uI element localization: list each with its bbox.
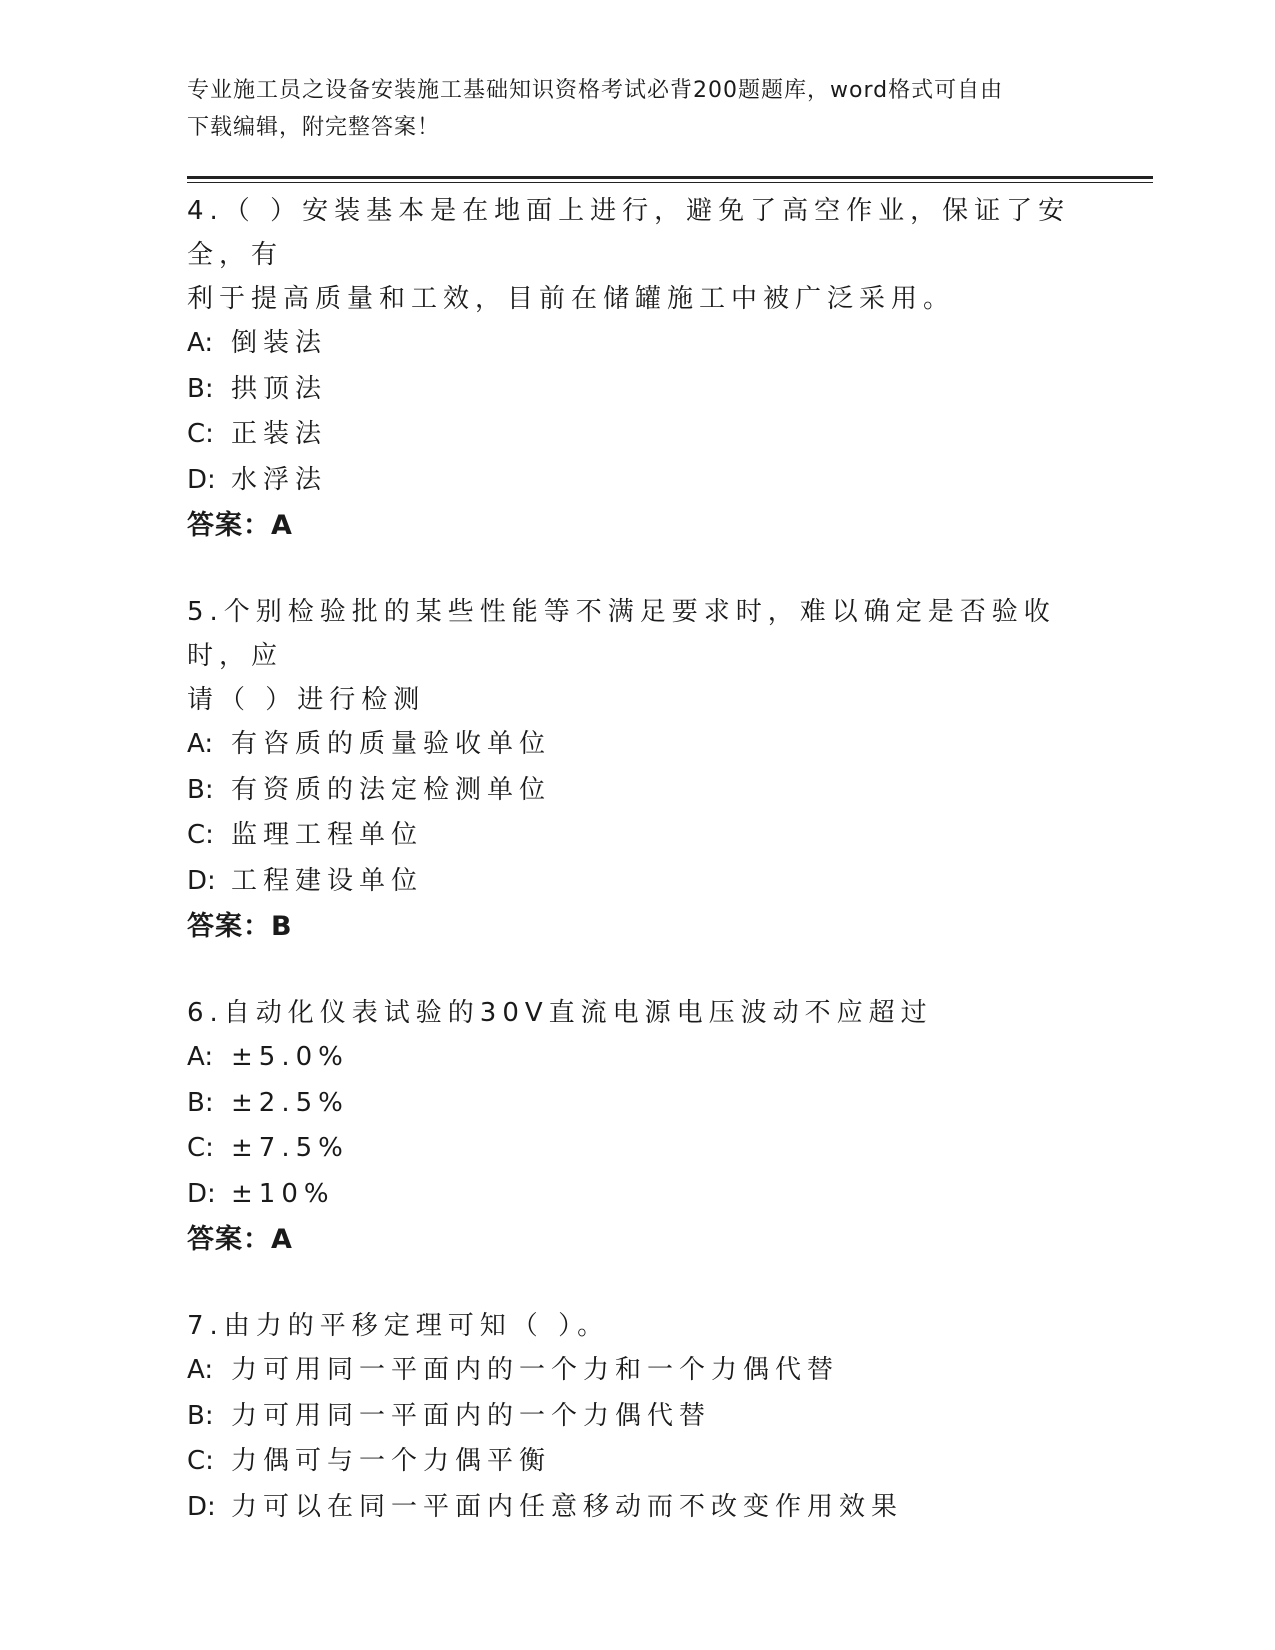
question-stem-continued: 利于提高质量和工效，目前在储罐施工中被广泛采用。 bbox=[187, 284, 956, 314]
option-c bbox=[187, 1439, 1087, 1485]
option-b bbox=[187, 367, 1087, 413]
question-stem: 7.由力的平移定理可知（ ）。 bbox=[187, 1311, 610, 1341]
option-c bbox=[187, 813, 1087, 859]
option-text: 工程建设单位 bbox=[231, 865, 424, 896]
option-key: C: bbox=[187, 419, 214, 449]
option-key: B: bbox=[187, 774, 214, 805]
option-key: A: bbox=[187, 1042, 214, 1072]
header-line-1: 专业施工员之设备安装施工基础知识资格考试必背200题题库，word格式可自由 bbox=[187, 78, 1004, 103]
option-key: B: bbox=[187, 1087, 214, 1118]
option-text: 有资质的法定检测单位 bbox=[231, 774, 552, 805]
option-text: 拱顶法 bbox=[231, 373, 328, 404]
option-d bbox=[187, 859, 1087, 905]
option-key: D: bbox=[187, 865, 216, 896]
option-key: B: bbox=[187, 1400, 214, 1431]
option-key: C: bbox=[187, 1133, 214, 1163]
question-stem: 4.（ ）安装基本是在地面上进行，避免了高空作业，保证了安全，有 bbox=[187, 196, 1071, 270]
option-text: 监理工程单位 bbox=[231, 820, 424, 850]
answer-line: 答案：A bbox=[187, 1224, 293, 1255]
question-6 bbox=[187, 991, 1087, 1262]
answer-line: 答案：A bbox=[187, 510, 293, 541]
option-key: D: bbox=[187, 1178, 216, 1209]
question-5 bbox=[187, 590, 1087, 949]
document-header bbox=[187, 72, 1067, 146]
question-stem: 6.自动化仪表试验的30V直流电源电压波动不应超过 bbox=[187, 998, 933, 1028]
option-a bbox=[187, 1035, 1087, 1081]
option-text: ±2.5% bbox=[231, 1087, 349, 1118]
option-text: 力可用同一平面内的一个力和一个力偶代替 bbox=[231, 1355, 840, 1385]
header-divider-thin bbox=[187, 182, 1153, 183]
option-key: A: bbox=[187, 328, 214, 358]
option-d bbox=[187, 458, 1087, 504]
option-a bbox=[187, 321, 1087, 367]
option-b bbox=[187, 1081, 1087, 1127]
option-key: A: bbox=[187, 729, 214, 759]
option-text: 有咨质的质量验收单位 bbox=[231, 729, 552, 759]
option-d bbox=[187, 1172, 1087, 1218]
answer-line: 答案：B bbox=[187, 911, 293, 942]
option-text: 倒装法 bbox=[231, 328, 328, 358]
option-a bbox=[187, 722, 1087, 768]
question-4 bbox=[187, 189, 1087, 548]
question-list bbox=[187, 189, 1087, 1572]
question-7 bbox=[187, 1304, 1087, 1530]
option-text: 力可以在同一平面内任意移动而不改变作用效果 bbox=[231, 1491, 904, 1522]
option-key: D: bbox=[187, 464, 216, 495]
header-line-2: 下载编辑，附完整答案！ bbox=[187, 115, 441, 140]
option-text: 正装法 bbox=[231, 419, 328, 449]
option-d bbox=[187, 1485, 1087, 1531]
header-divider-thick bbox=[187, 176, 1153, 179]
option-text: ±5.0% bbox=[231, 1042, 349, 1072]
option-key: C: bbox=[187, 820, 214, 850]
option-key: D: bbox=[187, 1491, 216, 1522]
option-key: C: bbox=[187, 1446, 214, 1476]
option-text: 力偶可与一个力偶平衡 bbox=[231, 1446, 552, 1476]
option-text: 力可用同一平面内的一个力偶代替 bbox=[231, 1400, 712, 1431]
option-text: ±10% bbox=[231, 1178, 335, 1209]
option-c bbox=[187, 412, 1087, 458]
option-c bbox=[187, 1126, 1087, 1172]
option-b bbox=[187, 768, 1087, 814]
option-key: B: bbox=[187, 373, 214, 404]
option-key: A: bbox=[187, 1355, 214, 1385]
option-b bbox=[187, 1394, 1087, 1440]
option-a bbox=[187, 1348, 1087, 1394]
option-text: ±7.5% bbox=[231, 1133, 349, 1163]
option-text: 水浮法 bbox=[231, 464, 328, 495]
question-stem-continued: 请（ ）进行检测 bbox=[187, 685, 426, 715]
question-stem: 5.个别检验批的某些性能等不满足要求时，难以确定是否验收时，应 bbox=[187, 597, 1056, 671]
